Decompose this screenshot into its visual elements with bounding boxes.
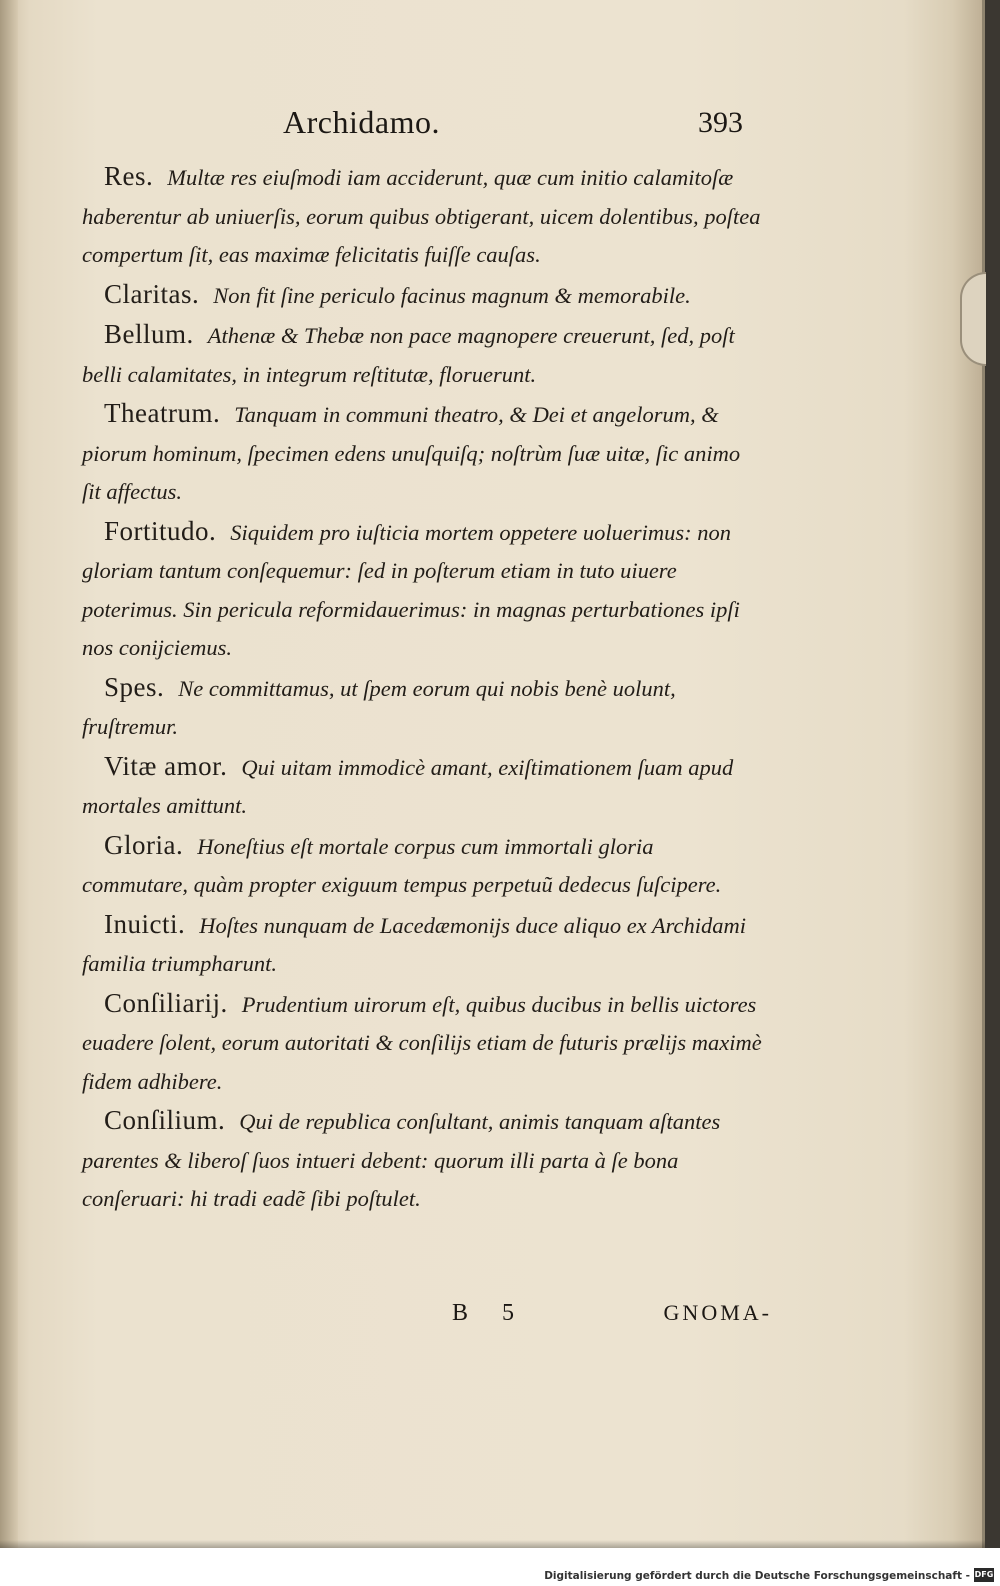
entry-head: Inuicti.	[104, 908, 186, 939]
page-header	[283, 104, 743, 146]
entry-head: Conſilium.	[104, 1105, 226, 1135]
entry-head: Claritas.	[104, 278, 200, 309]
entry-vitae-amor	[82, 747, 762, 826]
entry-consiliarij	[82, 984, 762, 1102]
entry-claritas	[82, 275, 762, 316]
page-tab-mark	[960, 272, 986, 366]
digitization-credit: Digitalisierung gefördert durch die Deutsche Forschungsgemeinschaft -	[544, 1570, 970, 1582]
entry-res	[82, 157, 762, 275]
running-title: Archidamo.	[283, 104, 440, 140]
entry-head: Fortitudo.	[104, 515, 217, 546]
entry-text: Qui de republica conſultant, animis tanquam aſtantes parentes & liberoſ ſuos intueri debent: quorum illi parta à ſe bona conſeruari: hi tradi eadẽ ſibi poſtulet.	[82, 1109, 721, 1211]
entry-bellum	[82, 315, 762, 394]
page-spine-shadow	[0, 0, 18, 1548]
entry-text: Ne committamus, ut ſpem eorum qui nobis benè uolunt, fruſtremur.	[82, 675, 676, 739]
entry-text: Prudentium uirorum eſt, quibus ducibus in bellis uictores euadere ſolent, eorum autoritati & conſilijs etiam de futuris prælijs maximè fidem adhibere.	[82, 991, 762, 1094]
entry-head: Spes.	[104, 671, 165, 702]
entry-consilium	[82, 1101, 762, 1219]
entry-text: Athenæ & Thebæ non pace magnopere creuerunt, ſed, poſt belli calamitates, in integrum reſtitutæ, floruerunt.	[82, 323, 735, 387]
entry-head: Bellum.	[104, 319, 194, 349]
catchword: GNOMA-	[663, 1300, 772, 1325]
entry-text: Siquidem pro iuſticia mortem oppetere uoluerimus: non gloriam tantum conſequemur: ſed in poſterum etiam in tuto uiuere poterimus. Sin pericula reformidauerimus: in magnas perturbationes ipſi nos conijciemus.	[82, 519, 740, 660]
entry-fortitudo	[82, 512, 762, 668]
body-text	[82, 157, 762, 1219]
entry-text: Tanquam in communi theatro, & Dei et angelorum, & piorum hominum, ſpecimen edens unuſquiſq; noſtrùm ſuæ uitæ, ſic animo ſit affectus.	[82, 402, 741, 504]
entry-text: Non fit ſine periculo facinus magnum & memorabile.	[213, 282, 691, 308]
entry-spes	[82, 668, 762, 747]
entry-head: Vitæ amor.	[104, 750, 228, 781]
entry-theatrum	[82, 394, 762, 512]
entry-gloria	[82, 826, 762, 905]
signature-mark: B 5	[452, 1300, 529, 1326]
entry-head: Gloria.	[104, 829, 184, 860]
entry-text: Qui uitam immodicè amant, exiſtimationem ſuam apud mortales amittunt.	[82, 754, 734, 818]
entry-head: Conſiliarij.	[104, 987, 228, 1018]
page-number: 393	[698, 106, 743, 139]
page-footer	[452, 1300, 772, 1334]
entry-text: Hoſtes nunquam de Lacedæmonijs duce aliquo ex Archidami familia triumpharunt.	[82, 912, 747, 976]
credit-bar	[0, 1548, 1000, 1586]
entry-text: Multæ res eiuſmodi iam acciderunt, quæ cum initio calamitoſæ haberentur ab uniuerſis, eorum quibus obtigerant, uicem dolentibus, poſtea compertum ſit, eas maximæ felicitatis fuiſſe cauſas.	[82, 165, 761, 267]
entry-inuicti	[82, 905, 762, 984]
entry-text: Honeſtius eſt mortale corpus cum immortali gloria commutare, quàm propter exiguum tempus perpetuũ dedecus ſuſcipere.	[82, 833, 722, 897]
dfg-logo-icon: DFG	[974, 1568, 994, 1582]
entry-head: Theatrum.	[104, 398, 221, 428]
entry-head: Res.	[104, 161, 154, 191]
